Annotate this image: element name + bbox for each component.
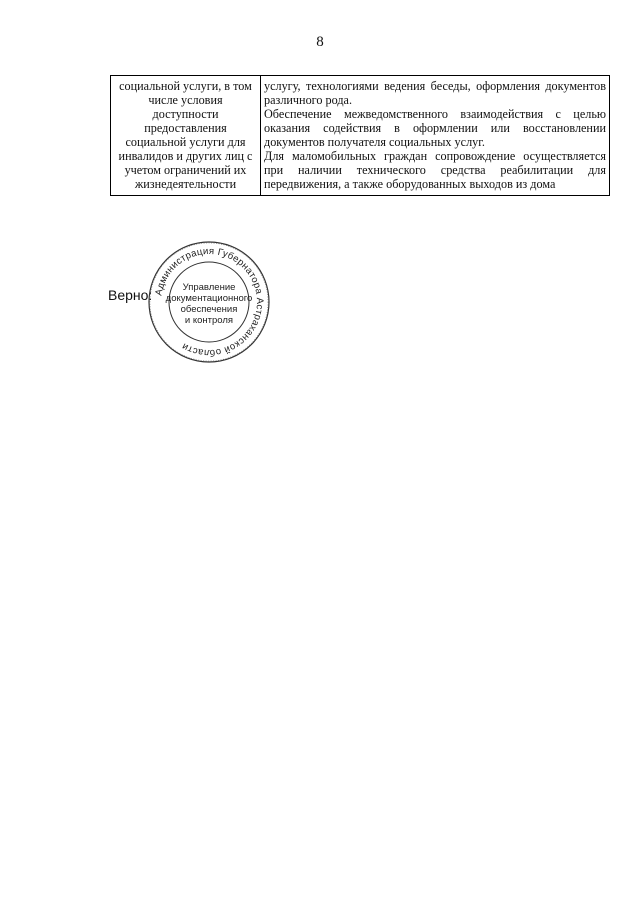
left-cell-line: жизнедеятельности	[134, 177, 237, 191]
right-paragraph: услугу, технологиями ведения беседы, оформления документов различного рода.	[264, 79, 606, 107]
verno-label: Верно:	[108, 287, 153, 303]
right-paragraph: Для маломобильных граждан сопровождение осуществляется при наличии технического средства реабилитации для передвижения, а также оборудованных выходов из дома	[264, 149, 606, 191]
left-cell-line: социальной услуги, в том	[119, 79, 252, 93]
left-cell	[111, 76, 261, 196]
stamp-ring-text: Администрация Губернатора Астраханской области	[153, 245, 266, 359]
service-table	[110, 75, 610, 196]
page-number: 8	[316, 34, 324, 50]
right-cell	[261, 76, 610, 196]
stamp-center-line: и контроля	[184, 315, 234, 326]
left-cell-line: доступности	[152, 107, 219, 121]
stamp-center-line: Управление	[182, 282, 236, 293]
stamp-center-line: обеспечения	[180, 304, 238, 315]
left-cell-line: учетом ограничений их	[124, 163, 247, 177]
left-cell-line: предоставления	[144, 121, 227, 135]
left-cell-line: инвалидов и других лиц с	[118, 149, 253, 163]
left-cell-line: числе условия	[148, 93, 223, 107]
left-cell-line: социальной услуги для	[125, 135, 246, 149]
right-paragraph: Обеспечение межведомственного взаимодействия с целью оказания содействия в оформлении или восстановлении документов получателя социальных услуг.	[264, 107, 606, 149]
official-stamp	[147, 240, 271, 364]
stamp-center-line: документационного	[165, 293, 253, 304]
table-row	[111, 76, 610, 196]
